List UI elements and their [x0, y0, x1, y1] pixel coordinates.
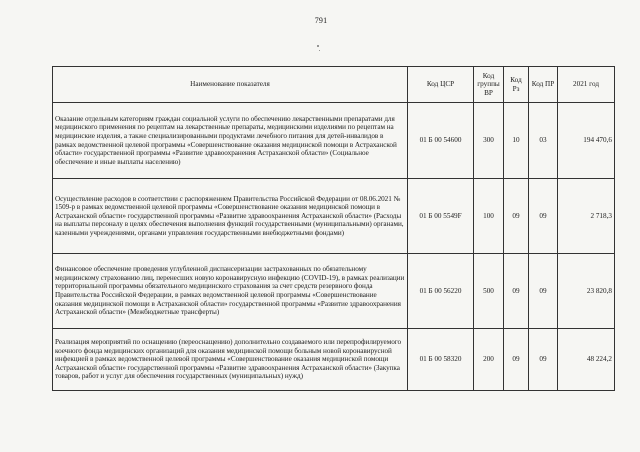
row-description: Финансовое обеспечение проведения углубленной диспансеризации застрахованных по обязательному медицинскому страхованию лиц, перенесших новую коронавирусную инфекцию (COVID-19), в рамках реализации территориальной программы обязательного медицинского страхования за счет средств резервного фонда Правительства Российской Федерации, в рамках ведомственной целевой программы «Совершенствование оказания медицинской помощи в Астраханской области» государственной программы «Развитие здравоохранения Астраханской области» (Межбюджетные трансферты) — [53, 254, 408, 329]
header-name: Наименование показателя — [53, 67, 408, 103]
header-csr-code: Код ЦСР — [408, 67, 474, 103]
header-year: 2021 год — [558, 67, 615, 103]
row-rz-code: 10 — [504, 103, 529, 179]
row-rz-code: 09 — [504, 254, 529, 329]
row-amount: 23 820,8 — [558, 254, 615, 329]
row-vr-code: 500 — [474, 254, 504, 329]
row-pr-code: 09 — [529, 329, 558, 391]
row-rz-code: 09 — [504, 329, 529, 391]
row-csr-code: 01 Б 00 5549F — [408, 179, 474, 254]
row-description: Оказание отдельным категориям граждан социальной услуги по обеспечению лекарственными препаратами для медицинского применения по рецептам на лекарственные препараты, медицинскими изделиями по рецептам на медицинские изделия, а также специализированными продуктами лечебного питания для детей-инвалидов в рамках ведомственной целевой программы «Совершенствование оказания медицинской помощи в Астраханской области» государственной программы «Развитие здравоохранения Астраханской области» (Социальное обеспечение и иные выплаты населению) — [53, 103, 408, 179]
row-vr-code: 300 — [474, 103, 504, 179]
row-csr-code: 01 Б 00 54600 — [408, 103, 474, 179]
row-vr-code: 100 — [474, 179, 504, 254]
row-vr-code: 200 — [474, 329, 504, 391]
table-row — [53, 329, 615, 391]
row-pr-code: 09 — [529, 254, 558, 329]
scan-speck — [319, 50, 320, 51]
row-csr-code: 01 Б 00 56220 — [408, 254, 474, 329]
budget-table — [52, 66, 615, 391]
table-row — [53, 103, 615, 179]
row-rz-code: 09 — [504, 179, 529, 254]
header-pr-code: Код ПР — [529, 67, 558, 103]
table-row — [53, 179, 615, 254]
row-pr-code: 09 — [529, 179, 558, 254]
row-amount: 194 470,6 — [558, 103, 615, 179]
row-amount: 2 718,3 — [558, 179, 615, 254]
table-header-row — [53, 67, 615, 103]
header-vr-code: Код группы ВР — [474, 67, 504, 103]
page-number: 791 — [314, 16, 328, 25]
row-amount: 48 224,2 — [558, 329, 615, 391]
row-description: Реализация мероприятий по оснащению (переоснащению) дополнительно создаваемого или перепрофилируемого коечного фонда медицинских организаций для оказания медицинской помощи больным новой коронавирусной инфекцией в рамках ведомственной целевой программы «Совершенствование оказания медицинской помощи Астраханской области» государственной программы «Развитие здравоохранения Астраханской области» (Закупка товаров, работ и услуг для обеспечения государственных (муниципальных) нужд) — [53, 329, 408, 391]
row-pr-code: 03 — [529, 103, 558, 179]
header-rz-code: Код Рз — [504, 67, 529, 103]
row-csr-code: 01 Б 00 58320 — [408, 329, 474, 391]
table-row — [53, 254, 615, 329]
scan-speck — [317, 45, 319, 47]
row-description: Осуществление расходов в соответствии с распоряжением Правительства Российской Федерации от 08.06.2021 № 1509-р в рамках ведомственной целевой программы «Совершенствование оказания медицинской помощи в Астраханской области» государственной программы «Развитие здравоохранения Астраханской области» (Расходы на выплаты персоналу в целях обеспечения выполнения функций государственными (муниципальными) органами, казенными учреждениями, органами управления государственными внебюджетными фондами) — [53, 179, 408, 254]
